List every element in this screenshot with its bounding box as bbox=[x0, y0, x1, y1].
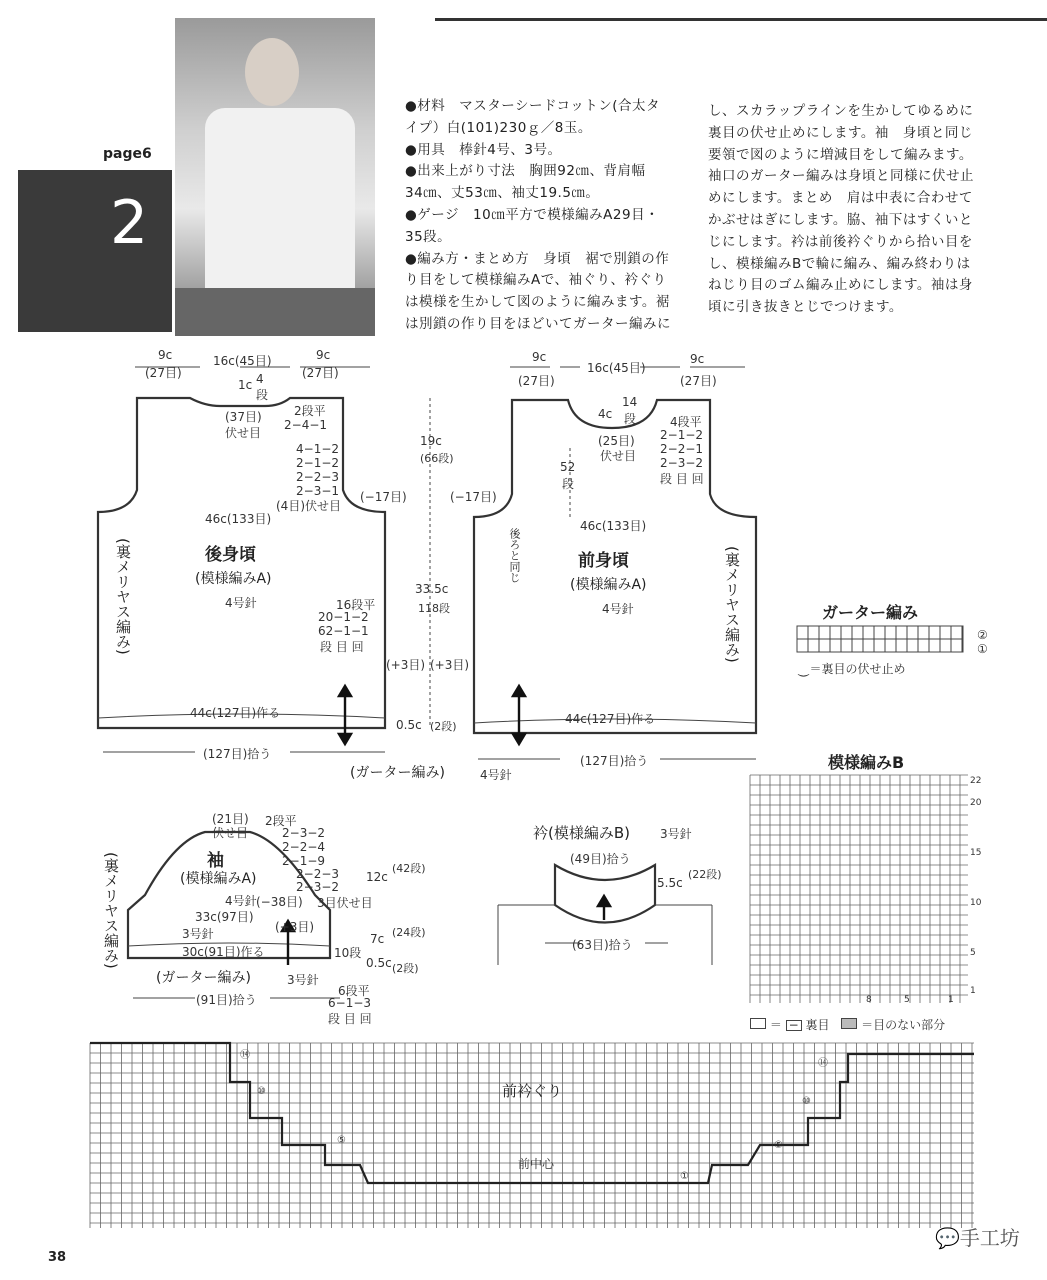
collar-bottom: (63目)拾う bbox=[572, 938, 633, 952]
sleeve-needle: 4号針 bbox=[225, 894, 257, 908]
sleeve-h2: 7c bbox=[370, 932, 385, 946]
center-h2-rows: 118段 bbox=[418, 602, 450, 615]
back-side-inc-2: 20−1−2 bbox=[318, 610, 369, 624]
sleeve-inc-3: 段 目 回 bbox=[328, 1012, 372, 1026]
sleeve-plus: (+3目) bbox=[275, 920, 315, 934]
sleeve-pickup: (91目)拾う bbox=[196, 993, 257, 1007]
neckline-mark-1: ① bbox=[680, 1171, 689, 1182]
front-neck-dec-2: 2−1−2 bbox=[660, 428, 704, 442]
sleeve-h4: 10段 bbox=[334, 946, 362, 960]
garter-legend: ⏝＝裏目の伏せ止め bbox=[798, 662, 906, 676]
sleeve-dec-5: 2−2−3 bbox=[296, 867, 340, 881]
sleeve-dec-1: 2段平 bbox=[265, 814, 297, 828]
back-arm-dec-3: 2−2−3 bbox=[296, 470, 340, 484]
neckline-mark-5-right: ⑤ bbox=[774, 1140, 783, 1151]
back-neck-dec-1: 2段平 bbox=[294, 404, 326, 418]
back-pickup: (127目)拾う bbox=[203, 747, 272, 761]
sleeve-minus: (−38目) bbox=[256, 895, 303, 909]
back-neck-3: 段 bbox=[256, 388, 269, 402]
instruction-line: 頃に引き抜きとじでつけます。 bbox=[708, 299, 903, 316]
center-minus-left: (−17目) bbox=[360, 490, 407, 504]
instruction-line: ●用具 棒針4号、3号。 bbox=[405, 141, 562, 158]
neckline-mark-10-right: ⑩ bbox=[802, 1096, 811, 1107]
center-garter-needle: 4号針 bbox=[480, 768, 512, 782]
purl-symbol-icon: − bbox=[786, 1020, 802, 1031]
front-neck-dec-1: 4段平 bbox=[670, 415, 702, 429]
front-top-dim-1: 9c bbox=[532, 350, 547, 364]
instruction-line: ●編み方・まとめ方 身頃 裾で別鎖の作 bbox=[405, 250, 670, 267]
front-top-sts-1: (27目) bbox=[518, 374, 555, 388]
instruction-line: ねじり目のゴム編み止めにします。袖は身 bbox=[708, 277, 973, 294]
back-title: 後身頃 bbox=[205, 545, 256, 565]
neckline-mark-14-right: ⑭ bbox=[818, 1058, 828, 1069]
instruction-line: じにします。衿は前後衿ぐりから拾い目を bbox=[708, 233, 973, 250]
back-side-label: (裏メリヤス編み) bbox=[114, 538, 132, 655]
instruction-line: ●出来上がり寸法 胸囲92㎝、背肩幅 bbox=[405, 163, 646, 180]
sleeve-dec-4: 2−1−9 bbox=[282, 854, 326, 868]
sleeve-garter-needle: 3号針 bbox=[287, 973, 319, 987]
back-neck-dec-2: 2−4−1 bbox=[284, 418, 328, 432]
front-depth-2: 段 bbox=[562, 477, 575, 491]
instruction-line: イプ）白(101)230ｇ／8玉。 bbox=[405, 119, 592, 136]
collar-title: 衿(模様編みB) bbox=[533, 824, 630, 842]
garter-chart-title: ガーター編み bbox=[822, 603, 919, 622]
pattern-b-row-15: 15 bbox=[970, 848, 982, 858]
back-needle: 4号針 bbox=[225, 596, 257, 610]
sleeve-bind: 3目伏せ目 bbox=[317, 896, 373, 910]
instruction-line: 要領で図のように増減目をして編みます。 bbox=[708, 146, 973, 163]
instruction-line: し、スカラップラインを生かしてゆるめに bbox=[708, 103, 974, 119]
back-cast-on: 44c(127目)作る bbox=[190, 706, 281, 720]
sleeve-width: 33c(97目) bbox=[195, 910, 254, 924]
instruction-line: り目をして模様編みAで、袖ぐり、衿ぐり bbox=[405, 272, 667, 289]
front-neck-dec-3: 2−2−1 bbox=[660, 442, 704, 456]
front-neck-4: (25目) bbox=[598, 434, 635, 448]
center-h3: 0.5c bbox=[396, 718, 422, 732]
pattern-b-legend: ＝ − 裏目 ＝目のない部分 bbox=[750, 1016, 945, 1033]
center-h3-rows: (2段) bbox=[430, 720, 457, 733]
wechat-icon: 💬 bbox=[935, 1226, 960, 1250]
back-side-inc-3: 62−1−1 bbox=[318, 624, 369, 638]
center-minus-right: (−17目) bbox=[450, 490, 497, 504]
garter-row-1: ① bbox=[977, 642, 988, 656]
center-plus-right: (+3目) bbox=[430, 658, 470, 672]
back-top-sts-1: (27目) bbox=[145, 366, 182, 380]
pattern-b-col-8: 8 bbox=[866, 995, 872, 1005]
sleeve-title: 袖 bbox=[207, 851, 224, 871]
front-neck-5: 伏せ目 bbox=[600, 449, 637, 463]
pattern-b-row-22: 22 bbox=[970, 776, 982, 786]
sleeve-dec-3: 2−2−4 bbox=[282, 840, 326, 854]
instruction-line: 袖口のガーター編みは身頃と同様に伏せ止 bbox=[708, 168, 974, 185]
back-width: 46c(133目) bbox=[205, 512, 272, 526]
instruction-line: は別鎖の作り目をほどいてガーター編みに bbox=[405, 315, 671, 332]
sleeve-h2-rows: (24段) bbox=[392, 926, 426, 939]
back-top-dim-1: 9c bbox=[158, 348, 173, 362]
sleeve-pattern: (模様編みA) bbox=[180, 871, 257, 887]
bind-off-icon: ⏝ bbox=[798, 662, 810, 676]
sleeve-inc-2: 6−1−3 bbox=[328, 996, 372, 1010]
front-side-label: (裏メリヤス編み) bbox=[723, 546, 741, 663]
front-depth-1: 52 bbox=[560, 460, 576, 474]
front-top-dim-2: 16c(45目) bbox=[587, 361, 646, 375]
instruction-line: 35段。 bbox=[405, 228, 452, 245]
pattern-number: 2 bbox=[110, 188, 149, 258]
front-top-sts-2: (27目) bbox=[680, 374, 717, 388]
instruction-line: かぶせはぎにします。脇、袖下はすくいと bbox=[708, 211, 973, 228]
no-stitch-icon bbox=[841, 1018, 857, 1029]
sleeve-top-1: (21目) bbox=[212, 812, 249, 826]
back-side-inc-1: 16段平 bbox=[336, 598, 376, 612]
instruction-line: し、模様編みBで輪に編み、編み終わりは bbox=[708, 255, 971, 272]
front-neck-2: 14 bbox=[622, 395, 638, 409]
sleeve-h3-rows: (2段) bbox=[392, 962, 419, 975]
instruction-line: 裏目の伏せ止めにします。袖 身頃と同じ bbox=[708, 124, 973, 141]
collar-height: 5.5c bbox=[657, 876, 683, 890]
back-top-sts-2: (27目) bbox=[302, 366, 339, 380]
front-top-dim-3: 9c bbox=[690, 352, 705, 366]
collar-top: (49目)拾う bbox=[570, 852, 631, 866]
back-neck-4: (37目) bbox=[225, 410, 262, 424]
back-neck-5: 伏せ目 bbox=[225, 426, 262, 440]
front-same-as-back: 後ろと同じ bbox=[508, 528, 521, 583]
front-neck-1: 4c bbox=[598, 407, 613, 421]
back-arm-dec-1: 4−1−2 bbox=[296, 442, 340, 456]
neckline-mark-5-left: ⑤ bbox=[337, 1135, 346, 1146]
front-neck-dec-5: 段 目 回 bbox=[660, 472, 704, 486]
back-arm-dec-2: 2−1−2 bbox=[296, 456, 340, 470]
knit-symbol-icon bbox=[750, 1018, 766, 1029]
sleeve-h1: 12c bbox=[366, 870, 388, 884]
neckline-mark-14-left: ⑭ bbox=[240, 1050, 250, 1061]
pattern-b-row-20: 20 bbox=[970, 798, 982, 808]
neckline-center: 前中心 bbox=[518, 1157, 555, 1171]
front-pickup: (127目)拾う bbox=[580, 754, 649, 768]
center-h1-rows: (66段) bbox=[420, 452, 454, 465]
sleeve-needle3: 3号針 bbox=[182, 927, 214, 941]
pattern-b-row-1: 1 bbox=[970, 986, 976, 996]
front-title: 前身頃 bbox=[578, 551, 629, 571]
collar-rows: (22段) bbox=[688, 868, 722, 881]
back-arm-dec-5: (4目)伏せ目 bbox=[276, 499, 341, 513]
back-arm-dec-4: 2−3−1 bbox=[296, 484, 340, 498]
sleeve-dec-2: 2−3−2 bbox=[282, 826, 326, 840]
pattern-b-row-10: 10 bbox=[970, 898, 982, 908]
instruction-line: ●ゲージ 10㎝平方で模様編みA29目・ bbox=[405, 206, 660, 223]
page-label: page6 bbox=[103, 146, 152, 162]
front-pattern: (模様編みA) bbox=[570, 577, 647, 593]
front-width: 46c(133目) bbox=[580, 519, 647, 533]
back-pattern: (模様編みA) bbox=[195, 571, 272, 587]
sleeve-inc-1: 6段平 bbox=[338, 984, 370, 998]
sleeve-dec-6: 2−3−2 bbox=[296, 880, 340, 894]
garter-chart-grid bbox=[797, 626, 963, 652]
sleeve-h3: 0.5c bbox=[366, 956, 392, 970]
back-neck-1: 1c bbox=[238, 378, 253, 392]
instruction-line: は模様を生かして図のように編みます。裾 bbox=[405, 294, 670, 311]
neckline-mark-10-left: ⑩ bbox=[257, 1086, 266, 1097]
instruction-line: 34㎝、丈53㎝、袖丈19.5㎝。 bbox=[405, 185, 600, 202]
sleeve-cast-on: 30c(91目)作る bbox=[182, 945, 265, 959]
pattern-b-col-1: 1 bbox=[948, 995, 954, 1005]
sleeve-side-label: (裏メリヤス編み) bbox=[102, 852, 120, 969]
center-plus-left: (+3目) bbox=[386, 658, 426, 672]
garter-row-2: ② bbox=[977, 628, 988, 642]
center-h1: 19c bbox=[420, 434, 442, 448]
front-neck-3: 段 bbox=[624, 412, 637, 426]
sleeve-top-2: 伏せ目 bbox=[212, 826, 249, 840]
instruction-line: ●材料 マスターシードコットン(合太タ bbox=[405, 98, 660, 114]
sleeve-h1-rows: (42段) bbox=[392, 862, 426, 875]
front-needle: 4号針 bbox=[602, 602, 634, 616]
pattern-b-col-5: 5 bbox=[904, 995, 910, 1005]
back-top-dim-3: 9c bbox=[316, 348, 331, 362]
back-neck-2: 4 bbox=[256, 372, 264, 386]
front-cast-on: 44c(127目)作る bbox=[565, 712, 656, 726]
pattern-b-row-5: 5 bbox=[970, 948, 976, 958]
front-neck-dec-4: 2−3−2 bbox=[660, 456, 704, 470]
pattern-b-grid bbox=[750, 775, 968, 1003]
neckline-grid bbox=[90, 1043, 974, 1228]
sleeve-garter: (ガーター編み) bbox=[156, 970, 251, 986]
page-number: 38 bbox=[48, 1250, 67, 1265]
neckline-title: 前衿ぐり bbox=[502, 1082, 563, 1100]
watermark: 💬手工坊 bbox=[935, 1226, 1020, 1250]
instruction-line: めにします。まとめ 肩は中表に合わせて bbox=[708, 190, 973, 207]
center-h2: 33.5c bbox=[415, 582, 449, 596]
pattern-b-title: 模様編みB bbox=[828, 753, 905, 772]
back-top-dim-2: 16c(45目) bbox=[213, 354, 272, 368]
back-side-inc-4: 段 目 回 bbox=[320, 640, 364, 654]
collar-needle: 3号針 bbox=[660, 827, 692, 841]
center-garter: (ガーター編み) bbox=[350, 765, 445, 781]
